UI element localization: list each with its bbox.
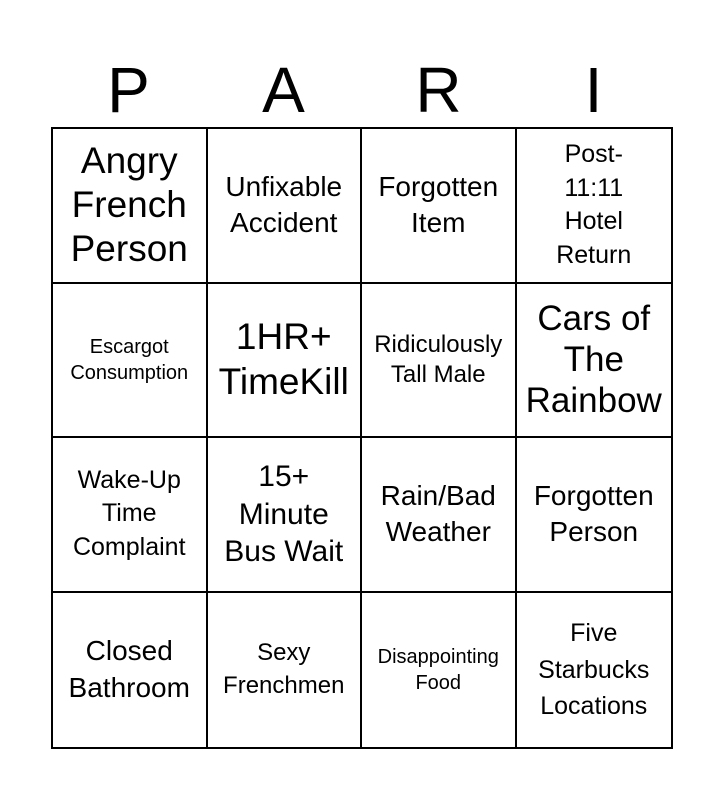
- bingo-cell-r3c1[interactable]: [53, 438, 208, 593]
- cell-label: Ridiculously Tall Male: [374, 330, 503, 388]
- header-letter-p: P: [107, 54, 150, 126]
- bingo-cell-r4c1[interactable]: [53, 593, 208, 748]
- cell-label: Unfixable Accident: [225, 170, 343, 239]
- bingo-cell-r2c1[interactable]: [53, 284, 208, 439]
- bingo-cell-r2c4[interactable]: [517, 284, 672, 439]
- cell-label: 1HR+ TimeKill: [218, 316, 349, 402]
- bingo-cell-r4c4[interactable]: [517, 593, 672, 748]
- bingo-cell-r1c2[interactable]: [208, 129, 363, 284]
- cell-label: Cars of The Rainbow: [525, 298, 662, 421]
- cell-label: Angry French Person: [70, 139, 188, 270]
- cell-label: Wake-Up Time Complaint: [72, 465, 186, 562]
- header-letter-a: A: [262, 54, 305, 126]
- bingo-cell-r4c3[interactable]: [362, 593, 517, 748]
- cell-label: Closed Bathroom: [68, 635, 190, 703]
- cell-label: Forgotten Person: [533, 479, 654, 548]
- header-letter-r: R: [415, 54, 462, 126]
- cell-label: Five Starbucks Locations: [538, 619, 650, 720]
- header-letter-i: I: [584, 54, 603, 126]
- cell-label: Disappointing Food: [377, 645, 499, 694]
- cell-label: Rain/Bad Weather: [380, 479, 496, 548]
- bingo-cell-r1c4[interactable]: [517, 129, 672, 284]
- bingo-cell-r2c2[interactable]: [208, 284, 363, 439]
- cell-label: Forgotten Item: [378, 170, 499, 239]
- cell-label: Sexy Frenchmen: [223, 639, 345, 699]
- bingo-cell-r3c4[interactable]: [517, 438, 672, 593]
- bingo-cell-r1c1[interactable]: [53, 129, 208, 284]
- bingo-cell-r2c3[interactable]: [362, 284, 517, 439]
- bingo-cell-r1c3[interactable]: [362, 129, 517, 284]
- cell-label: Escargot Consumption: [70, 335, 189, 384]
- bingo-cell-r4c2[interactable]: [208, 593, 363, 748]
- cell-label: 15+ Minute Bus Wait: [224, 460, 344, 568]
- bingo-board: [51, 127, 673, 749]
- bingo-cell-r3c3[interactable]: [362, 438, 517, 593]
- cell-label: Post-11:11 Hotel Return: [556, 139, 632, 269]
- bingo-cell-r3c2[interactable]: [208, 438, 363, 593]
- bingo-header: [51, 52, 671, 128]
